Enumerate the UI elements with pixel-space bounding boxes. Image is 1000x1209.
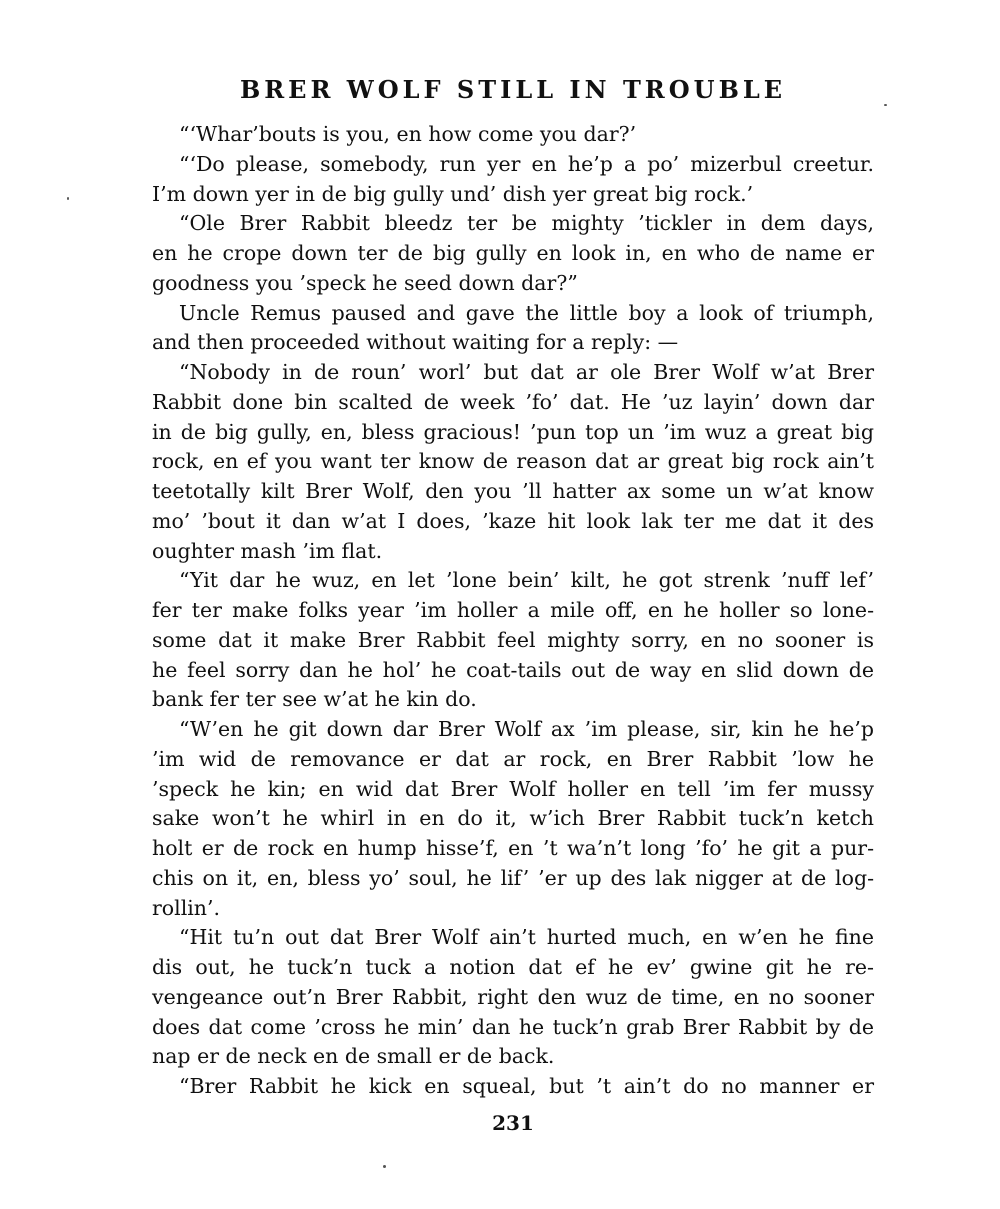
paragraph-first-line: “Hit tu’n out dat Brer Wolf ain’t hurted much, en w’en he fine [179,925,874,950]
text-line: sake won’t he whirl in en do it, w’ich Brer Rabbit tuck’n ketch [152,806,874,831]
paragraph-first-line: “Brer Rabbit he kick en squeal, but ’t ain’t do no manner er [179,1074,874,1098]
text-line: ’speck he kin; en wid dat Brer Wolf holler en tell ’im fer mussy [152,776,874,801]
text-line: goodness you ’speck he seed down dar?” [152,270,578,295]
text-line: oughter mash ’im flat. [152,538,383,563]
text-line: bank fer ter see w’at he kin do. [152,687,477,712]
paragraph-first-line: “Ole Brer Rabbit bleedz ter be mighty ’tickler in dem days, [179,211,874,236]
text-line: I’m down yer in de big gully und’ dish yer great big rock.’ [152,181,754,206]
text-line: rollin’. [152,895,221,920]
text-line: Rabbit done bin scalted de week ’fo’ dat. He ’uz layin’ down dar [152,389,874,414]
text-line: vengeance out’n Brer Rabbit, right den wuz de time, en no sooner [152,984,874,1009]
text-line: nap er de neck en de small er de back. [152,1044,555,1069]
text-line: rock, en ef you want ter know de reason dat ar great big rock ain’t [152,449,874,474]
print-speck [383,1165,386,1168]
paragraph-first-line: “Yit dar he wuz, en let ’lone bein’ kilt, he got strenk ’nuff lef’ [179,568,874,593]
text-line: chis on it, en, bless yo’ soul, he lif’ ’er up des lak nigger at de log- [152,865,874,890]
text-line: some dat it make Brer Rabbit feel mighty sorry, en no sooner is [152,627,874,652]
text-line: fer ter make folks year ’im holler a mile off, en he holler so lone- [152,598,874,622]
text-line: in de big gully, en, bless gracious! ’pun top un ’im wuz a great big [152,419,874,444]
text-line: and then proceeded without waiting for a reply: — [152,330,679,355]
text-line: holt er de rock en hump hisse’f, en ’t wa’n’t long ’fo’ he git a pur- [152,836,874,860]
print-speck [67,197,69,200]
print-speck [884,104,887,106]
paragraph-first-line: “‘Do please, somebody, run yer en he’p a po’ mizerbul creetur. [179,151,874,176]
running-head: BRER WOLF STILL IN TROUBLE [239,75,787,104]
text-line: does dat come ’cross he min’ dan he tuck’n grab Brer Rabbit by de [152,1014,874,1039]
text-line: ’im wid de removance er dat ar rock, en Brer Rabbit ’low he [152,746,874,771]
text-line: teetotally kilt Brer Wolf, den you ’ll hatter ax some un w’at know [152,479,874,503]
paragraph-first-line: “Nobody in de roun’ worl’ but dat ar ole Brer Wolf w’at Brer [179,360,874,384]
body-text [152,120,874,1102]
page-number: 231 [492,1111,534,1135]
text-line: dis out, he tuck’n tuck a notion dat ef he ev’ gwine git he re- [152,955,874,979]
paragraph-first-line: “‘Whar’bouts is you, en how come you dar?’ [179,122,637,146]
text-line: he feel sorry dan he hol’ he coat-tails out de way en slid down de [152,657,874,682]
paragraph-first-line: “W’en he git down dar Brer Wolf ax ’im please, sir, kin he he’p [179,717,874,741]
text-line: mo’ ’bout it dan w’at I does, ’kaze hit look lak ter me dat it des [152,508,874,533]
text-line: en he crope down ter de big gully en look in, en who de name er [152,241,874,265]
paragraph-first-line: Uncle Remus paused and gave the little boy a look of triumph, [179,300,874,325]
